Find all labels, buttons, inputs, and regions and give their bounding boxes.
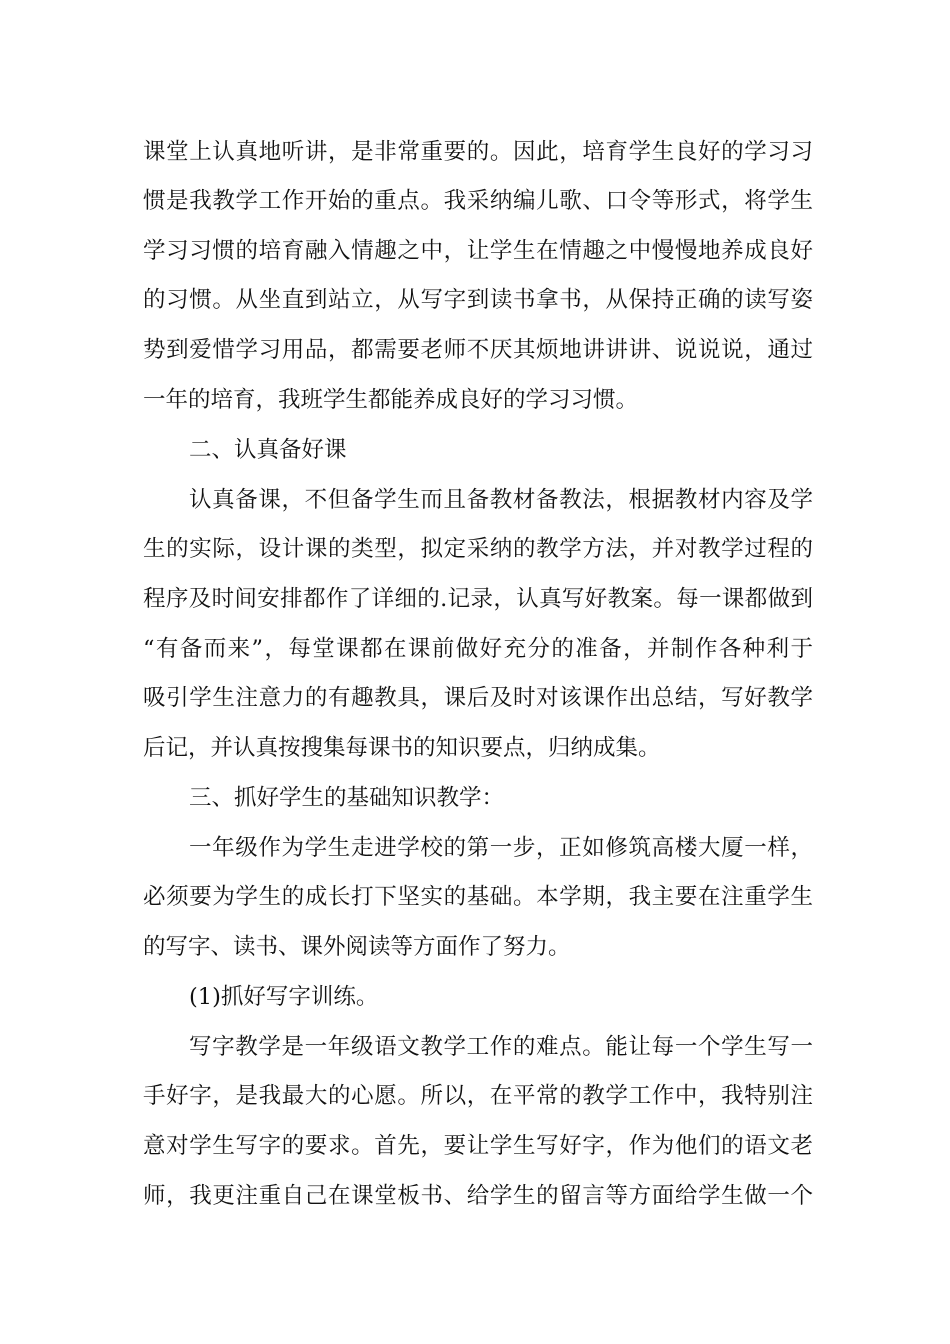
- body-text-line: 手好字，是我最大的心愿。所以，在平常的教学工作中，我特别注: [143, 1083, 813, 1109]
- body-text-line: 势到爱惜学习用品，都需要老师不厌其烦地讲讲讲、说说说，通过: [143, 337, 813, 363]
- body-text-line: 师，我更注重自己在课堂板书、给学生的留言等方面给学生做一个: [143, 1183, 813, 1209]
- body-text-line: 必须要为学生的成长打下坚实的基础。本学期，我主要在注重学生: [143, 884, 813, 910]
- body-text-line: “有备而来”，每堂课都在课前做好充分的准备，并制作各种利于: [143, 636, 813, 662]
- body-text-line: 生的实际，设计课的类型，拟定采纳的教学方法，并对教学过程的: [143, 536, 813, 562]
- body-text-line: 一年的培育，我班学生都能养成良好的学习习惯。: [143, 387, 639, 413]
- body-text-line: 程序及时间安排都作了详细的.记录，认真写好教案。每一课都做到: [143, 586, 813, 612]
- body-text-line: 的习惯。从坐直到站立，从写字到读书拿书，从保持正确的读写姿: [143, 287, 813, 313]
- section-heading-3: 三、抓好学生的基础知识教学：: [189, 785, 505, 811]
- body-text-line: 意对学生写字的要求。首先，要让学生写好字，作为他们的语文老: [143, 1133, 813, 1159]
- body-text-line: 写字教学是一年级语文教学工作的难点。能让每一个学生写一: [189, 1034, 813, 1060]
- body-text-line: 认真备课，不但备学生而且备教材备教法，根据教材内容及学: [189, 487, 813, 513]
- subsection-heading: (1)抓好写字训练。: [189, 984, 379, 1010]
- body-text-line: 一年级作为学生走进学校的第一步，正如修筑高楼大厦一样，: [189, 835, 813, 861]
- body-text-line: 惯是我教学工作开始的重点。我采纳编儿歌、口令等形式，将学生: [143, 188, 813, 214]
- body-text-line: 后记，并认真按搜集每课书的知识要点，归纳成集。: [143, 735, 661, 761]
- body-text-line: 学习习惯的培育融入情趣之中，让学生在情趣之中慢慢地养成良好: [143, 238, 813, 264]
- body-text-line: 的写字、读书、课外阅读等方面作了努力。: [143, 934, 571, 960]
- body-text-line: 吸引学生注意力的有趣教具，课后及时对该课作出总结，写好教学: [143, 685, 813, 711]
- section-heading-2: 二、认真备好课: [189, 437, 347, 463]
- body-text-line: 课堂上认真地听讲，是非常重要的。因此，培育学生良好的学习习: [143, 139, 813, 165]
